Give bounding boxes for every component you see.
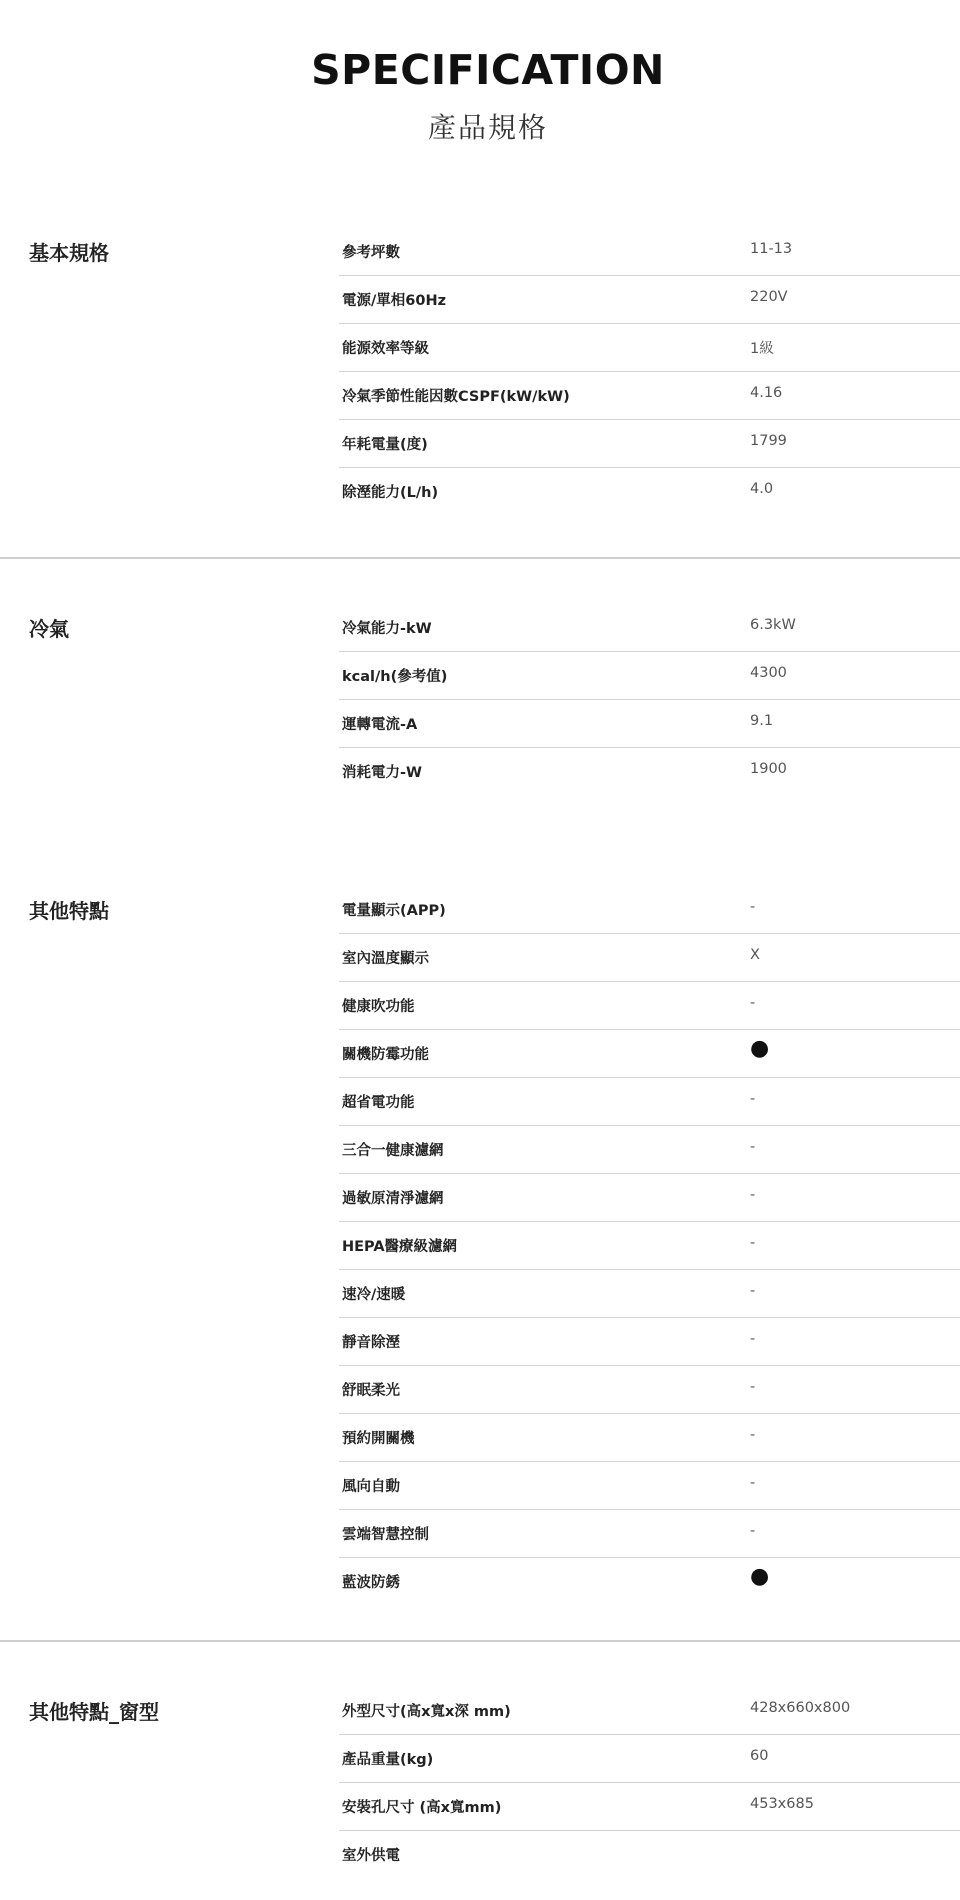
spec-value: - (750, 1091, 756, 1107)
spec-label: 冷氣季節性能因數CSPF(kW/kW) (342, 389, 570, 405)
spec-label: HEPA醫療級濾網 (342, 1239, 458, 1255)
spec-value: 60 (750, 1748, 769, 1764)
spec-row (339, 1510, 960, 1558)
spec-label: 關機防霉功能 (342, 1047, 429, 1063)
spec-label: 速冷/速暖 (342, 1287, 406, 1303)
spec-value: 4300 (750, 665, 787, 681)
spec-label: 年耗電量(度) (342, 437, 428, 453)
spec-value-dot: ● (750, 1564, 770, 1589)
spec-value-dot: ● (750, 1036, 770, 1061)
spec-label: 風向自動 (342, 1479, 400, 1495)
spec-label: 雲端智慧控制 (342, 1527, 429, 1543)
section-divider (0, 557, 960, 559)
spec-row (339, 276, 960, 324)
spec-label: 除溼能力(L/h) (342, 485, 439, 501)
spec-label: 超省電功能 (342, 1095, 415, 1111)
page-header (0, 0, 960, 170)
spec-label: 預約開關機 (342, 1431, 415, 1447)
spec-row (339, 982, 960, 1030)
spec-value: 453x685 (750, 1796, 814, 1812)
spec-value: - (750, 1139, 756, 1155)
spec-row (339, 420, 960, 468)
spec-value: 11-13 (750, 241, 793, 257)
spec-value: 4.0 (750, 481, 774, 497)
spec-label: 過敏原清淨濾網 (342, 1191, 444, 1207)
spec-label: 消耗電力-W (342, 765, 423, 781)
spec-row (339, 1414, 960, 1462)
section-title: 其他特點 (29, 899, 109, 923)
spec-value: - (750, 995, 756, 1011)
spec-row (339, 1078, 960, 1126)
section-divider (0, 1640, 960, 1642)
spec-label: 室外供電 (342, 1848, 400, 1864)
spec-row (339, 1126, 960, 1174)
spec-label: 參考坪數 (342, 245, 400, 261)
spec-value: - (750, 1187, 756, 1203)
spec-table (339, 1687, 960, 1878)
section-title: 基本規格 (29, 241, 109, 265)
spec-row (339, 886, 960, 934)
spec-label: 運轉電流-A (342, 717, 418, 733)
spec-value: 220V (750, 289, 788, 305)
spec-table (339, 886, 960, 1605)
spec-value: - (750, 899, 756, 915)
section-title: 冷氣 (29, 617, 69, 641)
spec-label: 靜音除溼 (342, 1335, 400, 1351)
spec-label: 電源/單相60Hz (342, 293, 447, 309)
spec-label: 安裝孔尺寸 (高x寬mm) (342, 1800, 502, 1816)
spec-value: 1級 (750, 341, 774, 357)
spec-value: - (750, 1427, 756, 1443)
spec-row (339, 324, 960, 372)
spec-value: - (750, 1331, 756, 1347)
spec-row (339, 652, 960, 700)
spec-row (339, 1366, 960, 1414)
spec-row (339, 934, 960, 982)
spec-value: 1900 (750, 761, 787, 777)
spec-value: 4.16 (750, 385, 783, 401)
spec-row (339, 1270, 960, 1318)
spec-label: kcal/h(參考值) (342, 669, 448, 685)
spec-table (339, 604, 960, 795)
spec-row (339, 700, 960, 748)
spec-value: 428x660x800 (750, 1700, 851, 1716)
spec-row (339, 468, 960, 515)
spec-row (339, 1831, 960, 1878)
spec-row (339, 1783, 960, 1831)
page-title: SPECIFICATION (311, 46, 665, 94)
spec-label: 藍波防銹 (342, 1575, 400, 1591)
spec-table (339, 228, 960, 515)
spec-value: - (750, 1283, 756, 1299)
spec-row (339, 1735, 960, 1783)
spec-value: - (750, 1523, 756, 1539)
spec-label: 室內溫度顯示 (342, 951, 429, 967)
spec-label: 能源效率等級 (342, 341, 429, 357)
spec-label: 三合一健康濾網 (342, 1143, 444, 1159)
spec-value: - (750, 1379, 756, 1395)
spec-row (339, 748, 960, 795)
spec-row (339, 372, 960, 420)
spec-row (339, 1174, 960, 1222)
spec-label: 電量顯示(APP) (342, 903, 446, 919)
spec-value: X (750, 947, 760, 963)
spec-row (339, 1030, 960, 1078)
spec-label: 健康吹功能 (342, 999, 415, 1015)
section-title: 其他特點_窗型 (29, 1700, 159, 1724)
spec-label: 舒眠柔光 (342, 1383, 400, 1399)
spec-label: 產品重量(kg) (342, 1752, 434, 1768)
spec-value: 1799 (750, 433, 787, 449)
spec-value: - (750, 1475, 756, 1491)
spec-value: - (750, 1235, 756, 1251)
spec-value: 9.1 (750, 713, 774, 729)
page-subtitle: 產品規格 (427, 111, 548, 144)
spec-label: 冷氣能力-kW (342, 621, 432, 637)
spec-row (339, 1558, 960, 1605)
spec-label: 外型尺寸(高x寬x深 mm) (342, 1704, 511, 1720)
spec-value: 6.3kW (750, 617, 796, 633)
spec-row (339, 1222, 960, 1270)
spec-row (339, 1318, 960, 1366)
spec-row (339, 228, 960, 276)
spec-row (339, 1462, 960, 1510)
spec-row (339, 1687, 960, 1735)
spec-row (339, 604, 960, 652)
